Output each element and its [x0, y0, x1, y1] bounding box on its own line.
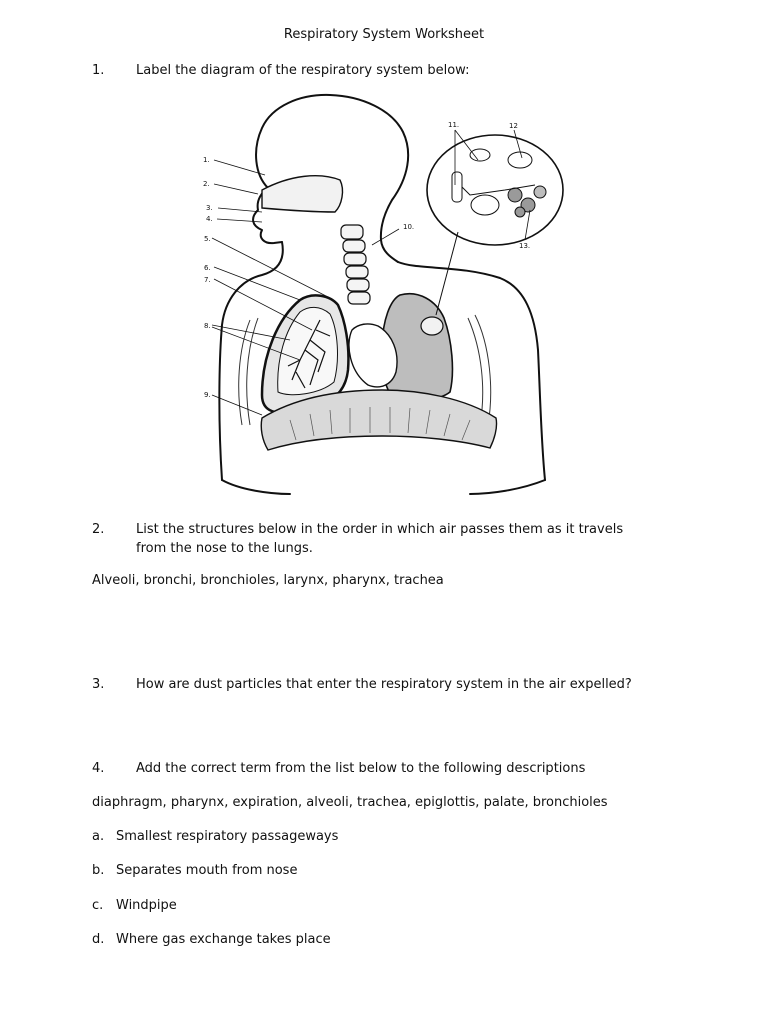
q4-text: Add the correct term from the list below to the following descriptions: [136, 761, 586, 776]
q2-number: 2.: [92, 522, 105, 537]
q4c-text: Windpipe: [116, 898, 177, 913]
q4c-letter: c.: [92, 898, 104, 913]
diagram-label-11: 11.: [448, 121, 460, 129]
diagram-label-7: 7.: [204, 276, 211, 284]
diagram-label-12: 12: [509, 122, 518, 130]
q3-text: How are dust particles that enter the respiratory system in the air expelled?: [136, 677, 632, 692]
q4d-letter: d.: [92, 932, 105, 947]
q2-text-line2: from the nose to the lungs.: [136, 541, 313, 556]
q4b-text: Separates mouth from nose: [116, 863, 298, 878]
diagram-label-1: 1.: [203, 156, 210, 164]
magnifier-line: [436, 232, 458, 315]
q4-number: 4.: [92, 761, 105, 776]
q4d-text: Where gas exchange takes place: [116, 932, 331, 947]
q4b-letter: b.: [92, 863, 105, 878]
nasal-cavity: [262, 176, 342, 212]
worksheet-title: Respiratory System Worksheet: [283, 27, 485, 42]
diagram-label-5: 5.: [204, 235, 211, 243]
q2-text-line1: List the structures below in the order in which air passes them as it travels: [136, 522, 624, 537]
diagram-label-6: 6.: [204, 264, 211, 272]
respiratory-system-diagram: [195, 88, 575, 498]
diagram-label-4: 4.: [206, 215, 213, 223]
trachea: [341, 225, 370, 304]
diagram-label-13: 13.: [519, 242, 531, 250]
q4a-text: Smallest respiratory passageways: [116, 829, 339, 844]
diagram-label-10: 10.: [403, 223, 415, 231]
q1-number: 1.: [92, 63, 105, 78]
torso-bottom: [222, 480, 545, 494]
diagram-label-8: 8.: [204, 322, 211, 330]
q4-term-list: diaphragm, pharynx, expiration, alveoli, trachea, epiglottis, palate, bronchioles: [92, 795, 608, 810]
diagram-label-9: 9.: [204, 391, 211, 399]
lung-zoom-spot: [421, 317, 443, 335]
diagram-label-2: 2.: [203, 180, 210, 188]
q2-structure-list: Alveoli, bronchi, bronchioles, larynx, pharynx, trachea: [92, 573, 444, 588]
diagram-label-3: 3.: [206, 204, 213, 212]
q1-text: Label the diagram of the respiratory system below:: [136, 63, 470, 78]
q3-number: 3.: [92, 677, 105, 692]
q4a-letter: a.: [92, 829, 105, 844]
